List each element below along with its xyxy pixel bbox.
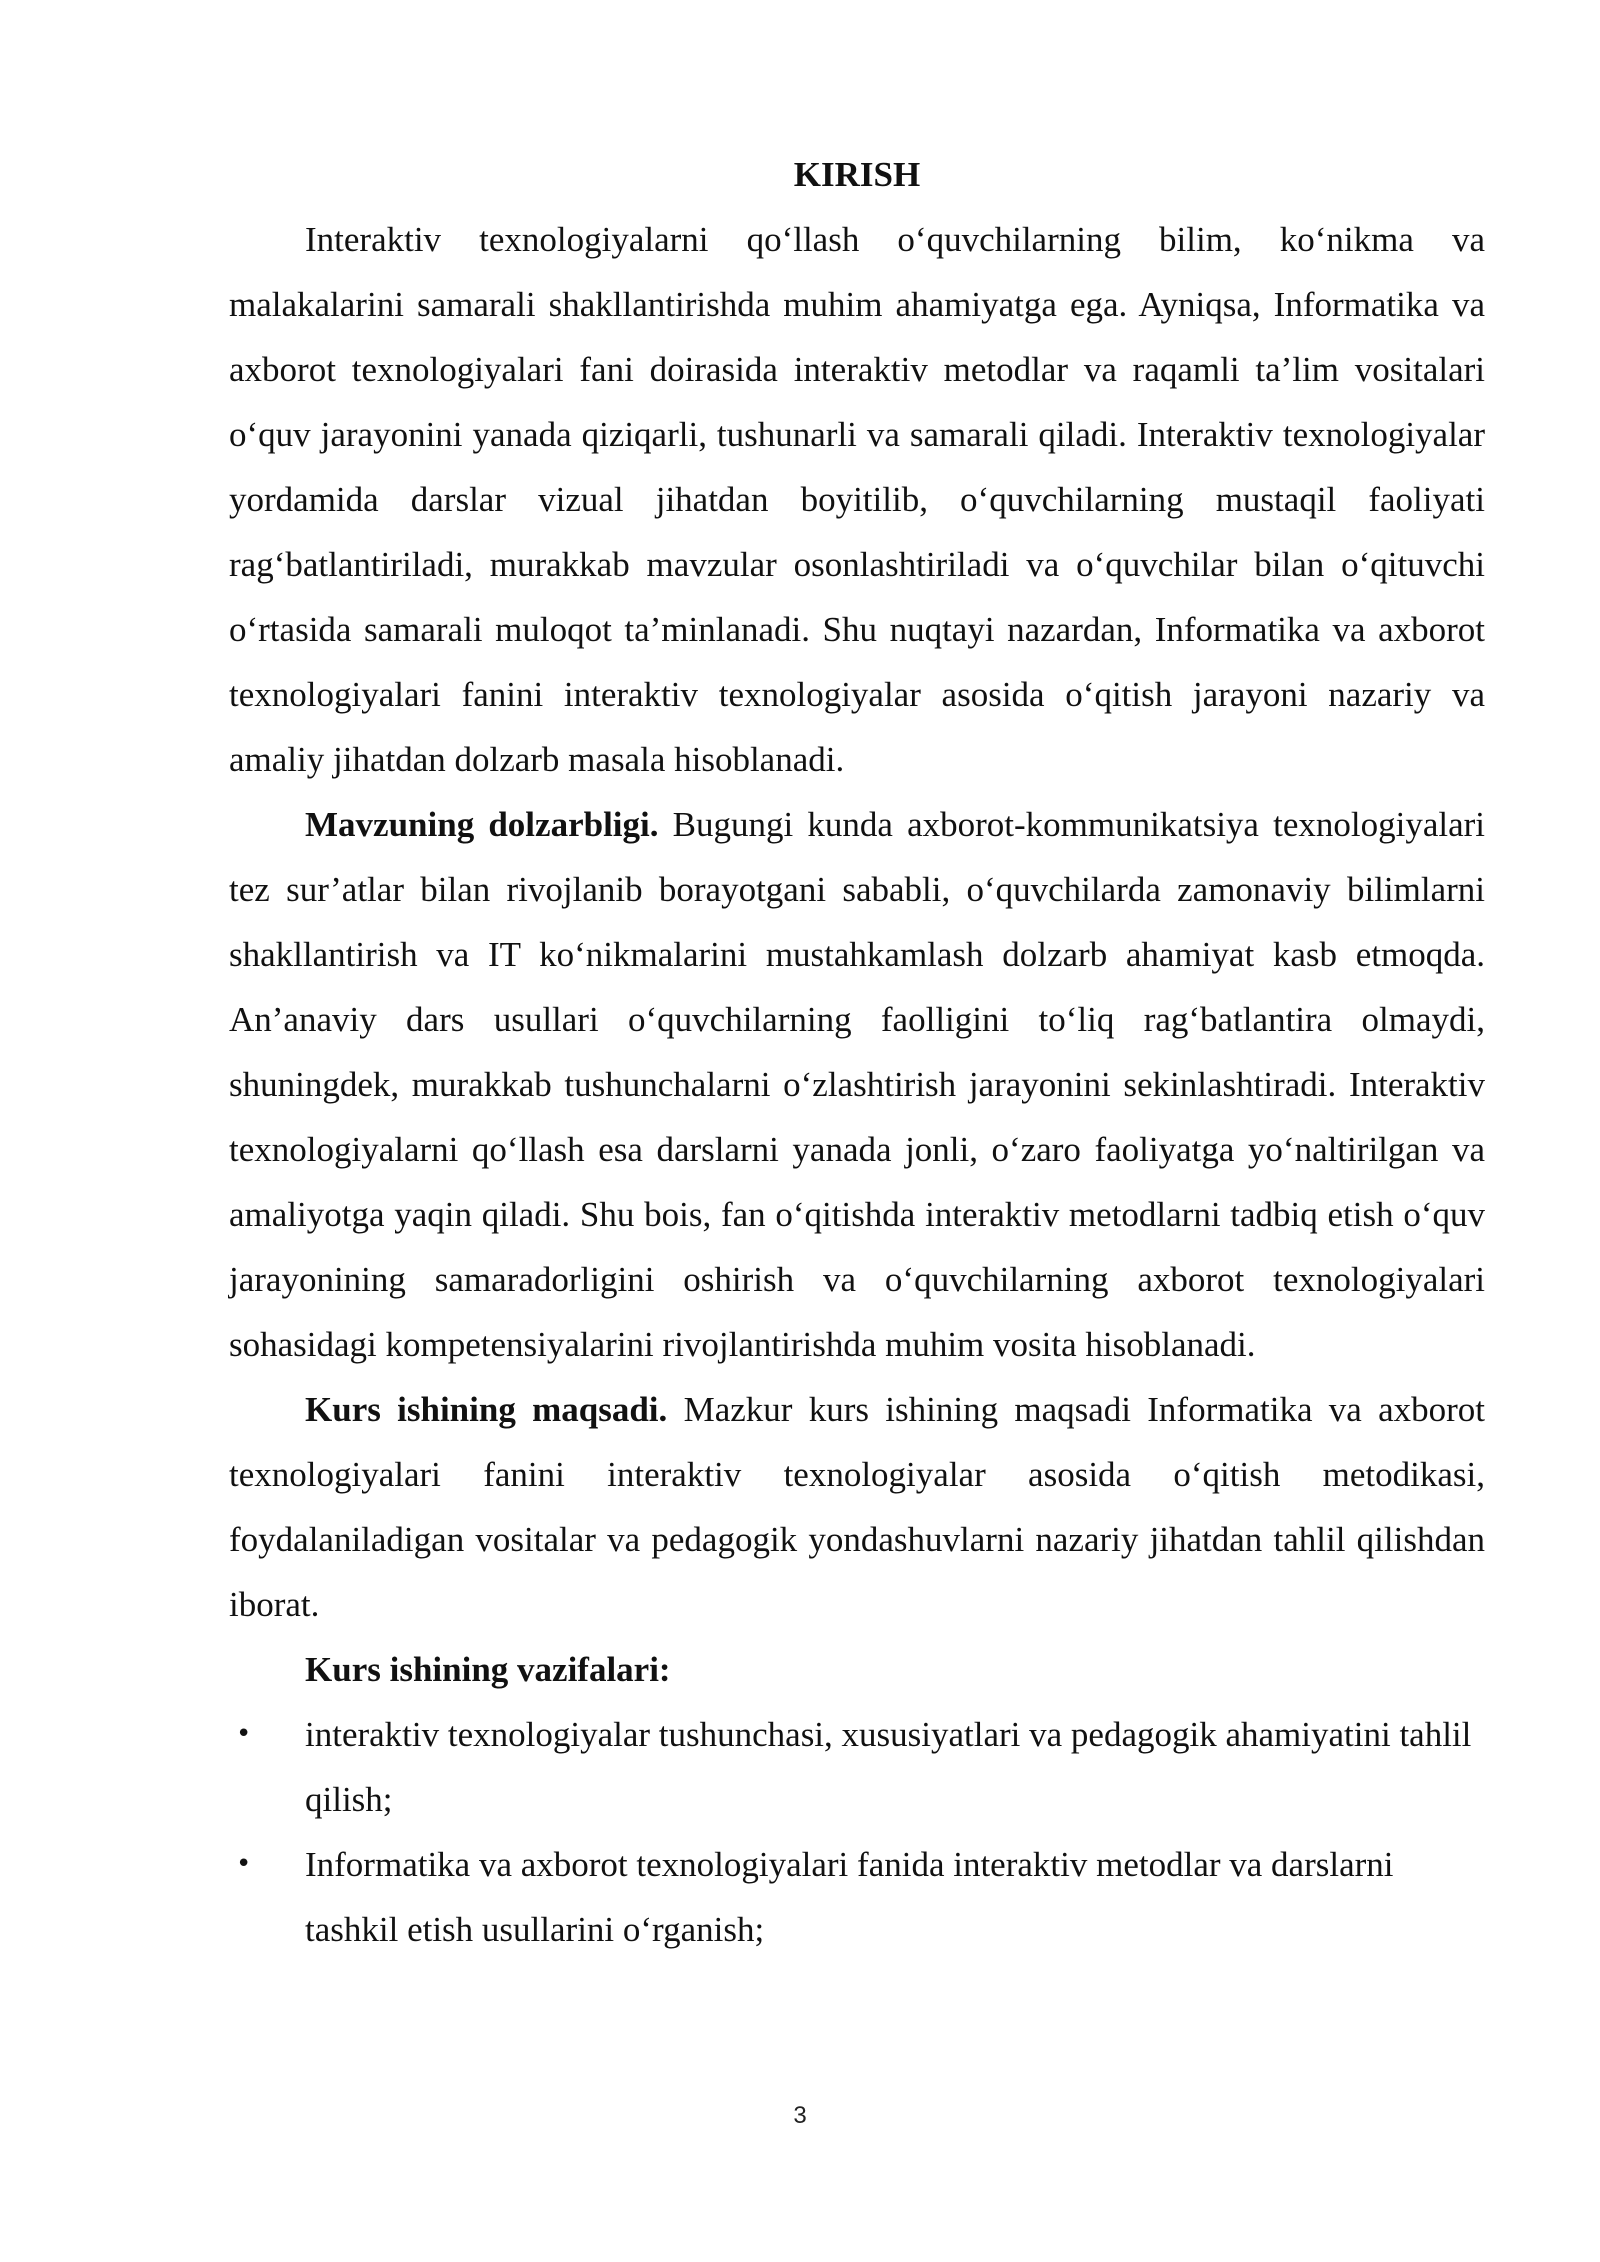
relevance-text: Bugungi kunda axborot-kommunikatsiya texnologiyalari tez sur’atlar bilan rivojlanib borayotgani sababli, o‘quvchilarda zamonaviy bilimlarni shakllantirish va IT ko‘nikmalarini mustahkamlash dolzarb ahamiyat kasb etmoqda. An’anaviy dars usullari o‘quvchilarning faolligini to‘liq rag‘batlantira olmaydi, shuningdek, murakkab tushunchalarni o‘zlashtirish jarayonini sekinlashtiradi. Interaktiv texnologiyalarni qo‘llash esa darslarni yanada jonli, o‘zaro faoliyatga yo‘naltirilgan va amaliyotga yaqin qiladi. Shu bois, fan o‘qitishda interaktiv metodlarni tadbiq etish o‘quv jarayonining samaradorligini oshirish va o‘quvchilarning axborot texnologiyalari sohasidagi kompetensiyalarini rivojlantirishda muhim vosita hisoblanadi. [229,805,1485,1364]
list-item [208,1832,1485,1962]
relevance-heading: Mavzuning dolzarbligi. [305,805,659,844]
tasks-heading: Kurs ishining vazifalari: [305,1650,671,1689]
goal-text: Mazkur kurs ishining maqsadi Informatika va axborot texnologiyalari fanini interaktiv texnologiyalar asosida o‘qitish metodikasi, foydalaniladigan vositalar va pedagogik yondashuvlarni nazariy jihatdan tahlil qilishdan iborat. [229,1390,1485,1624]
relevance-paragraph [229,792,1485,1377]
list-item-text: Informatika va axborot texnologiyalari fanida interaktiv metodlar va darslarni tashkil etish usullarini o‘rganish; [305,1845,1394,1949]
section-title: KIRISH [793,155,921,194]
bullet-icon: • [236,1719,252,1749]
goal-paragraph [229,1377,1485,1637]
bullet-icon: • [236,1849,252,1879]
tasks-list [229,1702,1485,1962]
page-content [229,145,1485,1962]
page-number: 3 [793,2102,807,2129]
goal-heading: Kurs ishining maqsadi. [305,1390,668,1429]
intro-paragraph: Interaktiv texnologiyalarni qo‘llash o‘quvchilarning bilim, ko‘nikma va malakalarini samarali shakllantirishda muhim ahamiyatga ega. Ayniqsa, Informatika va axborot texnologiyalari fani doirasida interaktiv metodlar va raqamli ta’lim vositalari o‘quv jarayonini yanada qiziqarli, tushunarli va samarali qiladi. Interaktiv texnologiyalar yordamida darslar vizual jihatdan boyitilib, o‘quvchilarning mustaqil faoliyati rag‘batlantiriladi, murakkab mavzular osonlashtiriladi va o‘quvchilar bilan o‘qituvchi o‘rtasida samarali muloqot ta’minlanadi. Shu nuqtayi nazardan, Informatika va axborot texnologiyalari fanini interaktiv texnologiyalar asosida o‘qitish jarayoni nazariy va amaliy jihatdan dolzarb masala hisoblanadi. [229,220,1485,779]
list-item-text: interaktiv texnologiyalar tushunchasi, xususiyatlari va pedagogik ahamiyatini tahlil qilish; [305,1715,1472,1819]
list-item [208,1702,1485,1832]
